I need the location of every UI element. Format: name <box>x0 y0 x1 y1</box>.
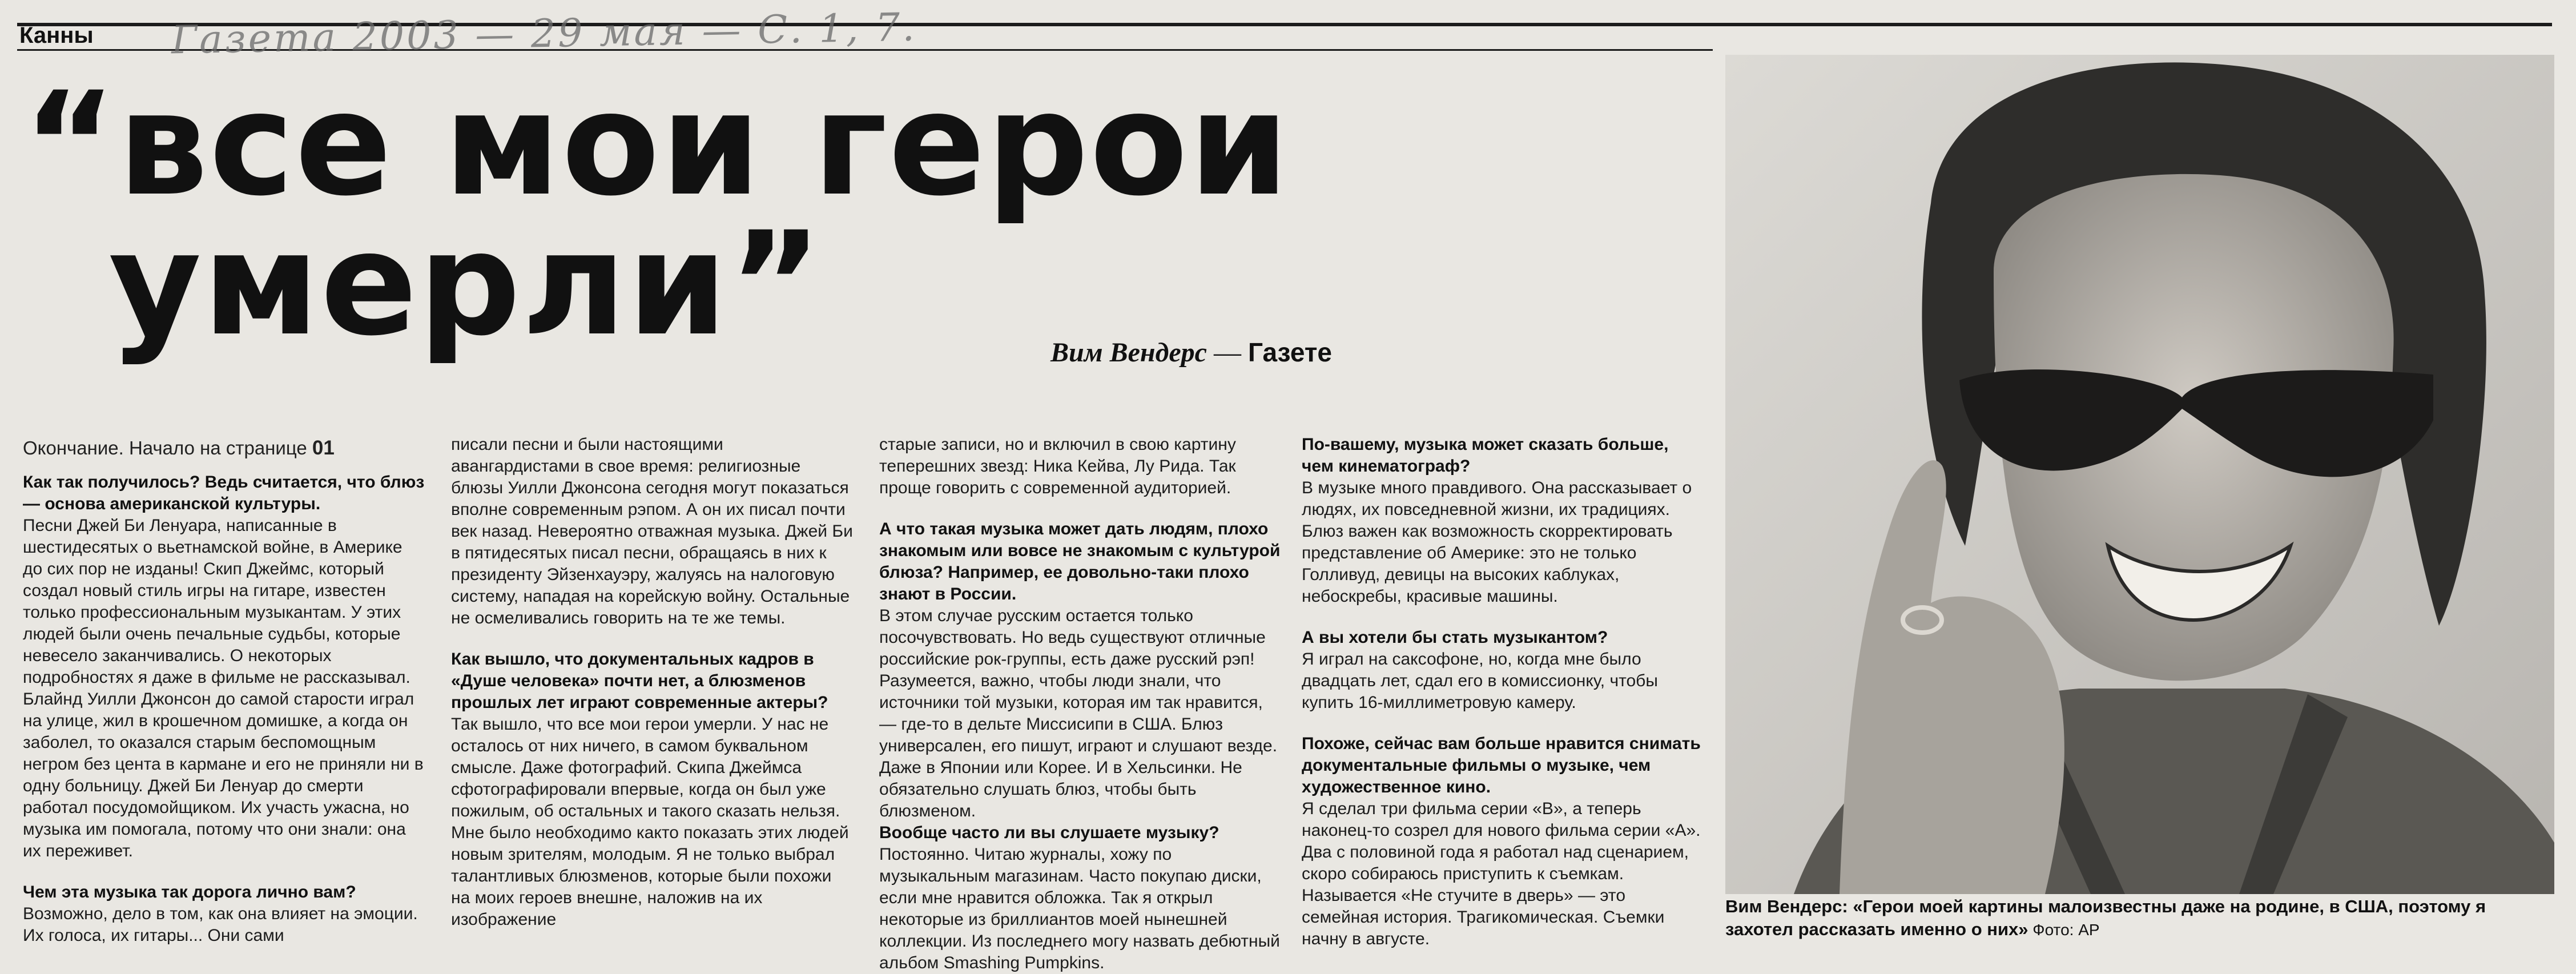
interview-question: А что такая музыка может дать людям, плохо знакомым или вовсе не знакомым с культурой блюза? Например, ее довольно-таки плохо знают в России. <box>879 520 1281 603</box>
interview-answer: В музыке много правдивого. Она рассказывает о людях, их повседневной жизни, их традициях. Блюз важен как возможность скорректировать представление об Америке: это не только Голливуд, девицы на высоких каблуках, небоскребы, красивые машины. <box>1302 478 1692 606</box>
interview-question: Вообще часто ли вы слушаете музыку? <box>879 823 1219 842</box>
interview-answer: старые записи, но и включил в свою картину теперешних звезд: Ника Кейва, Лу Рида. Так проще говорить с современной аудиторией. <box>879 435 1236 497</box>
photo-credit: Фото: AP <box>2028 921 2100 939</box>
interview-question: Чем эта музыка так дорога лично вам? <box>23 883 356 901</box>
photo-caption <box>1725 895 2554 941</box>
interview-question: Похоже, сейчас вам больше нравится снимать документальные фильмы о музыке, чем художественное кино. <box>1302 734 1701 796</box>
article-column-3 <box>879 434 1282 974</box>
byline <box>1050 337 1332 368</box>
interview-answer: Постоянно. Читаю журналы, хожу по музыкальным магазинам. Часто покупаю диски, если мне нравится обложка. Так я открыл некоторые из бриллиантов моей нынешней коллекции. Из последнего могу назвать дебютный альбом Smashing Pumpkins. <box>879 845 1280 972</box>
paragraph-gap <box>451 629 854 649</box>
interview-question: Как вышло, что документальных кадров в «Душе человека» почти нет, а блюзменов прошлых лет играют современные актеры? <box>451 650 828 712</box>
byline-source: Газете <box>1247 337 1332 367</box>
interview-answer: Так вышло, что все мои герои умерли. У нас не осталось от них ничего, в самом буквальном смысле. Даже фотографий. Скипа Джеймса сфотографировали впервые, когда он был уже пожилым, об остальных и такого сказать нельзя. Мне было необходимо както показать этих людей новым зрителям, молодым. Я не только выбрал талантливых блюзменов, которые были похожи на моих героев внешне, наложив на их изображение <box>451 715 849 929</box>
paragraph-gap <box>1302 714 1701 733</box>
headline-line-1: “все мои герои <box>23 61 1290 227</box>
paragraph-gap <box>879 499 1282 518</box>
continuation-page: 01 <box>312 437 335 459</box>
interview-answer: писали песни и были настоящими авангардистами в свое время: религиозные блюзы Уилли Джонсона сегодня могут показаться вполне современным рэпом. А он их писал почти век назад. Невероятно отважная музыка. Джей Би в пятидесятых писал песни, обращаясь в них к президенту Эйзенхауэру, жалуясь на налоговую систему, нападая на корейскую войну. Остальные не осмеливались говорить на те же темы. <box>451 435 853 627</box>
interview-question: Как так получилось? Ведь считается, что блюз — основа американской культуры. <box>23 473 425 513</box>
interview-question: А вы хотели бы стать музыкантом? <box>1302 628 1608 647</box>
interview-answer: Песни Джей Би Ленуара, написанные в шестидесятых о вьетнамской войне, в Америке до сих пор не изданы! Скип Джеймс, который создал новый стиль игры на гитаре, известен только профессиональным музыкантам. У этих людей были очень печальные судьбы, которые невесело заканчивались. О некоторых подробностях я даже в фильме не рассказывал. Блайнд Уилли Джонсон до самой старости играл на улице, жил в крошечном домишке, а когда он заболел, то оказался старым беспомощным негром без цента в кармане и его не приняли ни в одну больницу. Джей Би Ленуар до смерти работал посудомойщиком. Их участь ужасна, но музыка им помогала, потому что они знали: она их переживет. <box>23 516 424 860</box>
headline <box>23 61 1707 367</box>
article-column-4 <box>1302 434 1701 950</box>
article-column-2 <box>451 434 854 931</box>
interview-answer: Возможно, дело в том, как она влияет на эмоции. Их голоса, их гитары... Они сами <box>23 904 418 945</box>
headline-line-2: умерли” <box>108 201 824 367</box>
section-label: Канны <box>19 23 94 48</box>
article-column-1 <box>23 472 425 947</box>
continuation-note <box>23 437 335 460</box>
interview-answer: Я играл на саксофоне, но, когда мне было двадцать лет, сдал его в комиссионку, чтобы купить 16-миллиметровую камеру. <box>1302 650 1658 712</box>
portrait-illustration <box>1725 55 2554 894</box>
portrait-photo <box>1725 55 2554 894</box>
caption-text: Вим Вендерс: «Герои моей картины малоизвестны даже на родине, в США, поэтому я захотел рассказать именно о них» <box>1725 896 2486 939</box>
interview-question: По-вашему, музыка может сказать больше, чем кинематограф? <box>1302 435 1669 476</box>
continuation-text: Окончание. Начало на странице <box>23 437 312 458</box>
paragraph-gap <box>23 862 425 882</box>
byline-author: Вим Вендерс <box>1050 337 1207 368</box>
interview-answer: Я сделал три фильма серии «В», а теперь наконец-то созрел для нового фильма серии «А». Два с половиной года я работал над сценарием, скоро собираюсь приступить к съемкам. Называется «Не стучите в дверь» — это семейная история. Трагикомическая. Съемки начну в августе. <box>1302 799 1701 948</box>
paragraph-gap <box>1302 607 1701 627</box>
byline-dash: — <box>1206 337 1248 368</box>
handwritten-note: Газета 2003 — 29 мая — С. 1, 7. <box>171 5 917 63</box>
interview-answer: В этом случае русским остается только посочувствовать. Но ведь существуют отличные российские рок-группы, есть даже русский рэп! Разумеется, важно, чтобы люди знали, что источники той музыки, которая им так нравится, — где-то в дельте Миссисипи в США. Блюз универсален, его пишут, играют и слушают везде. Даже в Японии или Корее. И в Хельсинки. Не обязательно слушать блюз, чтобы быть блюзменом. <box>879 606 1278 820</box>
